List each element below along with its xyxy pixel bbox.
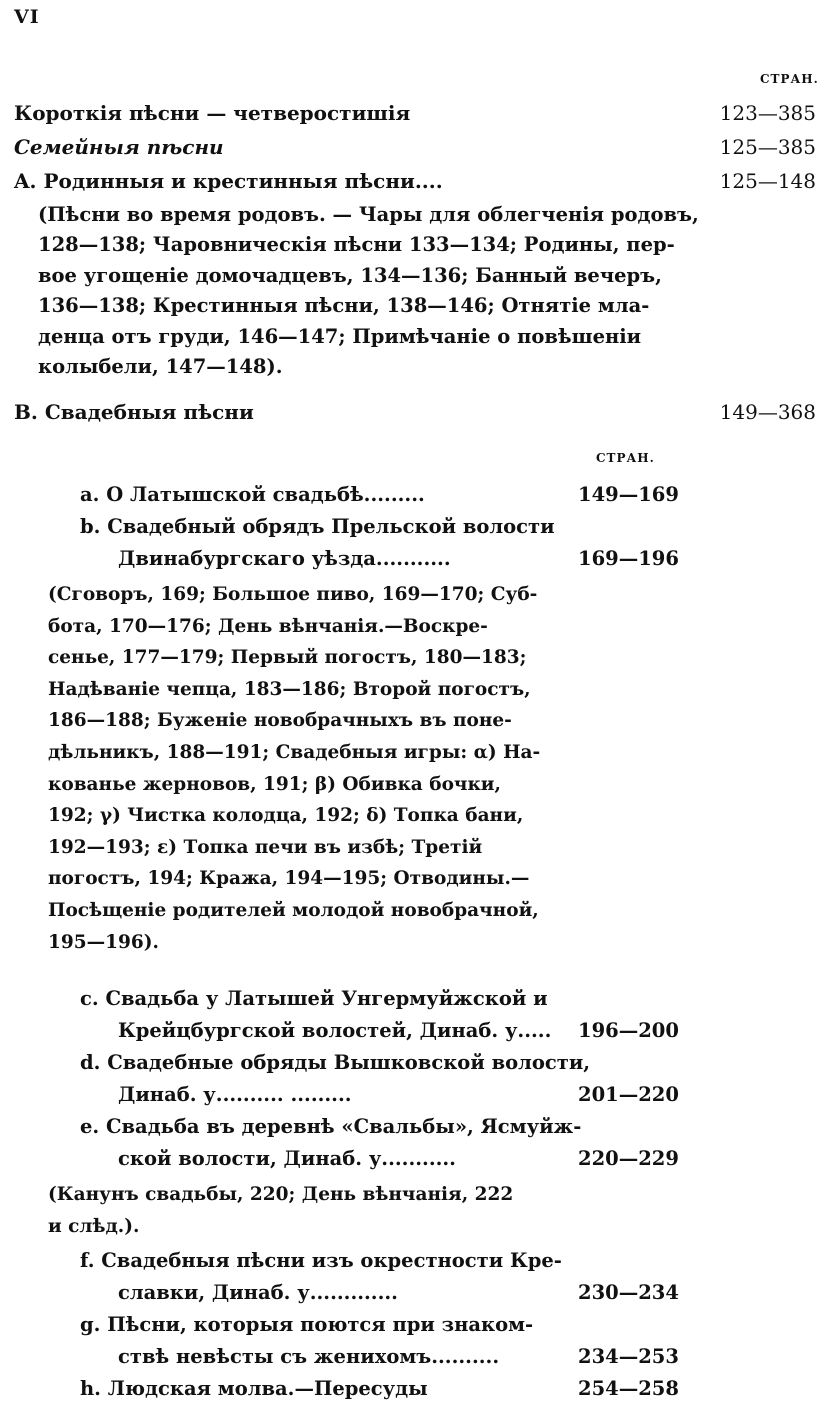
sub-pages-h: 254—258 xyxy=(578,1377,679,1400)
note-line: 192—193; ε) Топка печи въ избѣ; Третій xyxy=(48,836,483,858)
note-line: Посѣщеніе родителей молодой новобрачной, xyxy=(48,899,539,921)
sub-pages-c: 196—200 xyxy=(578,1019,679,1042)
note-line: сенье, 177—179; Первый погостъ, 180—183; xyxy=(48,647,527,669)
note-line: (Канунъ свадьбы, 220; День вѣнчанія, 222 xyxy=(48,1184,514,1205)
sub-pages-g: 234—253 xyxy=(578,1345,679,1368)
note-line: Надѣваніе чепца, 183—186; Второй погостъ, xyxy=(48,678,531,700)
sub-entry-e-line1: e. Свадьба въ деревнѣ «Свальбы», Ясмуйж- xyxy=(80,1115,582,1138)
note-line: 186—188; Буженіе новобрачныхъ въ поне- xyxy=(48,710,512,732)
note-line: (Пѣсни во время родовъ. — Чары для облегченія родовъ, xyxy=(38,203,699,226)
note-line: погостъ, 194; Кража, 194—195; Отводины.— xyxy=(48,868,530,890)
note-line: 192; γ) Чистка колодца, 192; δ) Топка бани, xyxy=(48,805,524,827)
sub-pages-e: 220—229 xyxy=(578,1147,679,1170)
sub-entry-b-line1: b. Свадебный обрядъ Прельской волости xyxy=(80,515,555,538)
sub-entry-g-line1: g. Пѣсни, которыя поются при знаком- xyxy=(80,1313,534,1336)
note-line: дѣльникъ, 188—191; Свадебныя игры: α) На- xyxy=(48,741,541,763)
note-line: 136—138; Крестинныя пѣсни, 138—146; Отнятіе мла- xyxy=(38,294,650,318)
sub-b-note xyxy=(48,579,558,958)
sub-pages-f: 230—234 xyxy=(578,1281,679,1304)
note-line: (Сговоръ, 169; Большое пиво, 169—170; Суб- xyxy=(48,584,538,605)
sub-entry-f-line2: славки, Динаб. у............. xyxy=(118,1281,398,1304)
note-line: вое угощеніе домочадцевъ, 134—136; Банный вечеръ, xyxy=(38,263,662,287)
toc-pages-section-b: 149—368 xyxy=(719,400,816,424)
sub-entry-d-line1: d. Свадебные обряды Вышковской волости, xyxy=(80,1051,591,1074)
note-line: денца отъ груди, 146—147; Примѣчаніе о повѣшеніи xyxy=(38,324,642,348)
note-line: 195—196). xyxy=(48,931,159,953)
sub-entry-e-line2: ской волости, Динаб. у........... xyxy=(118,1147,456,1170)
section-a-note xyxy=(38,200,699,382)
sub-e-note xyxy=(48,1179,558,1242)
sub-pages-a: 149—169 xyxy=(578,483,679,506)
toc-entry-short-songs: Короткія пѣсни — четверостишія xyxy=(14,101,411,125)
sub-entry-b-line2: Двинабургскаго уѣзда........... xyxy=(118,547,451,570)
note-line: и слѣд.). xyxy=(48,1215,140,1237)
inner-column-header: СТРАН. xyxy=(596,451,655,465)
sub-entry-h: h. Людская молва.—Пересуды xyxy=(80,1377,428,1400)
note-line: колыбели, 147—148). xyxy=(38,355,283,379)
toc-pages-family-songs: 125—385 xyxy=(719,135,816,159)
toc-pages-short-songs: 123—385 xyxy=(719,101,816,125)
toc-entry-family-songs: Семейныя пѣсни xyxy=(14,135,224,159)
note-line: 128—138; Чаровническія пѣсни 133—134; Родины, пер- xyxy=(38,233,675,257)
page-number: VI xyxy=(14,6,40,28)
sub-entry-g-line2: ствѣ невѣсты съ женихомъ.......... xyxy=(118,1345,500,1368)
toc-pages-section-a: 125—148 xyxy=(719,169,816,193)
sub-pages-d: 201—220 xyxy=(578,1083,679,1106)
sub-entry-a: a. O Латышской свадьбѣ......... xyxy=(80,483,425,506)
sub-entry-d-line2: Динаб. у.......... ......... xyxy=(118,1083,352,1106)
sub-entry-c-line2: Крейцбургской волостей, Динаб. у..... xyxy=(118,1019,552,1042)
sub-pages-b: 169—196 xyxy=(578,547,679,570)
sub-entry-f-line1: f. Свадебныя пѣсни изъ окрестности Кре- xyxy=(80,1249,562,1272)
note-line: бота, 170—176; День вѣнчанія.—Воскре- xyxy=(48,615,488,637)
page-column-header: СТРАН. xyxy=(760,72,819,86)
sub-entry-c-line1: c. Свадьба у Латышей Унгермуйжской и xyxy=(80,987,548,1010)
toc-entry-section-b: B. Свадебныя пѣсни xyxy=(14,400,254,424)
toc-entry-section-a: A. Родинныя и крестинныя пѣсни.... xyxy=(14,169,443,193)
note-line: кованье жерновов, 191; β) Обивка бочки, xyxy=(48,773,501,795)
